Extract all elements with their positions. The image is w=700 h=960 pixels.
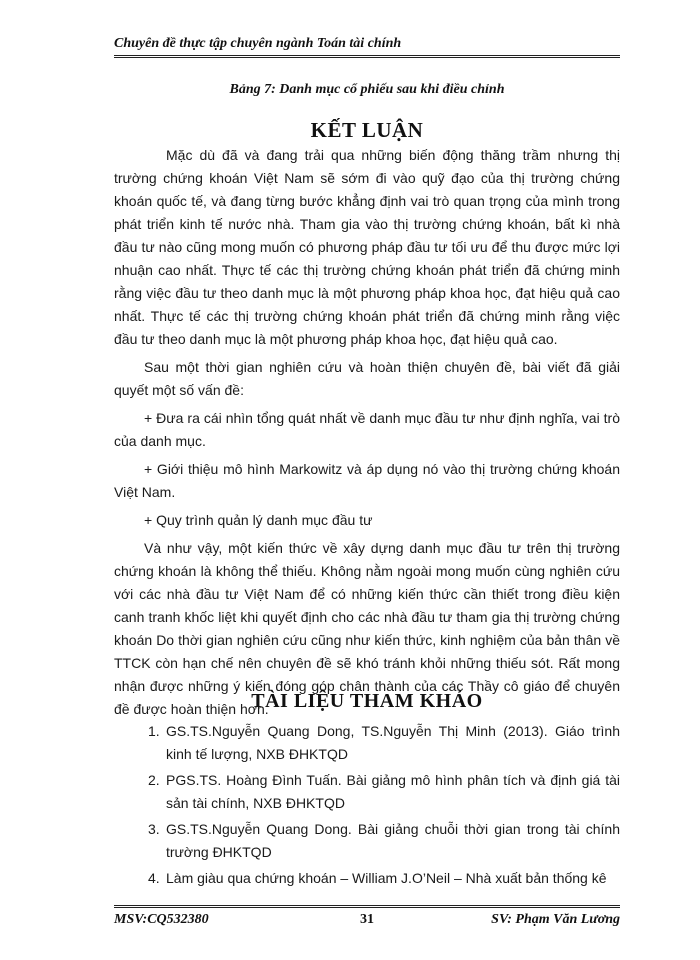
reference-text: GS.TS.Nguyễn Quang Dong. Bài giảng chuỗi thời gian trong tài chính trường ĐHKTQD <box>166 821 620 860</box>
reference-item <box>114 867 620 890</box>
reference-text: PGS.TS. Hoàng Đình Tuấn. Bài giảng mô hình phân tích và định giá tài sản tài chính, NXB ĐHKTQD <box>166 772 620 811</box>
page-number: 31 <box>360 912 374 927</box>
conclusion-bullet: + Đưa ra cái nhìn tổng quát nhất về danh mục đầu tư như định nghĩa, vai trò của danh mục. <box>114 410 620 449</box>
conclusion-body <box>114 144 620 726</box>
conclusion-paragraph: Mặc dù đã và đang trải qua những biến động thăng trầm nhưng thị trường chứng khoán Việt Nam sẽ sớm đi vào quỹ đạo của thị trường chứng khoán quốc tế, và đang từng bước khẳng định vai trò quan trọng của mình trong phát triển kinh tế nước nhà. Tham gia vào thị trường chứng khoán, bất kì nhà đầu tư nào cũng mong muốn có phương pháp đầu tư tối ưu để thu được mức lợi nhuận cao nhất. Thực tế các thị trường chứng khoán phát triển đã chứng minh rằng việc đầu tư theo danh mục là một phương pháp khoa học, đạt hiệu quả cao nhất. Thực tế các thị trường chứng khoán phát triển đã chứng minh rằng việc đầu tư theo danh mục là một phương pháp khoa học, đạt hiệu quả cao. <box>114 147 620 347</box>
reference-item <box>114 720 620 766</box>
reference-number: 4. <box>148 870 160 886</box>
conclusion-paragraph: Sau một thời gian nghiên cứu và hoàn thiện chuyên đề, bài viết đã giải quyết một số vấn đề: <box>114 359 620 398</box>
reference-text: Làm giàu qua chứng khoán – William J.O’Neil – Nhà xuất bản thống kê <box>166 870 607 886</box>
reference-number: 1. <box>148 723 160 739</box>
page-header <box>114 36 620 58</box>
conclusion-bullet: + Quy trình quản lý danh mục đầu tư <box>144 512 373 528</box>
student-name: SV: Phạm Văn Lương <box>491 912 620 927</box>
reference-item <box>114 818 620 864</box>
conclusion-heading: KẾT LUẬN <box>310 118 424 142</box>
reference-number: 2. <box>148 772 160 788</box>
reference-item <box>114 769 620 815</box>
references-heading: TÀI LIỆU THAM KHẢO <box>251 690 483 712</box>
reference-text: GS.TS.Nguyễn Quang Dong, TS.Nguyễn Thị Minh (2013). Giáo trình kinh tế lượng, NXB ĐHKTQD <box>166 723 620 762</box>
conclusion-paragraph: Và như vậy, một kiến thức về xây dựng danh mục đầu tư trên thị trường chứng khoán là không thể thiếu. Không nằm ngoài mong muốn cùng nghiên cứu với các nhà đầu tư Việt Nam để có những kiến thức cần thiết trong điều kiện canh tranh khốc liệt khi quyết định cho các nhà đầu tư tham gia thị trường chứng khoán Do thời gian nghiên cứu cũng như kiến thức, kinh nghiệm của bản thân về TTCK còn hạn chế nên chuyên đề sẽ khó tránh khỏi những thiếu sót. Rất mong nhận được những ý kiến đóng góp chân thành của các Thầy cô giáo để chuyên đề được hoàn thiện hơn. <box>114 540 620 717</box>
page-footer <box>114 905 620 930</box>
table-caption: Bảng 7: Danh mục cổ phiếu sau khi điều chỉnh <box>229 82 505 97</box>
references-list <box>114 720 620 893</box>
student-id: MSV:CQ532380 <box>114 912 209 927</box>
reference-number: 3. <box>148 821 160 837</box>
header-title: Chuyên đề thực tập chuyên ngành Toán tài chính <box>114 36 402 51</box>
conclusion-bullet: + Giới thiệu mô hình Markowitz và áp dụng nó vào thị trường chứng khoán Việt Nam. <box>114 461 620 500</box>
